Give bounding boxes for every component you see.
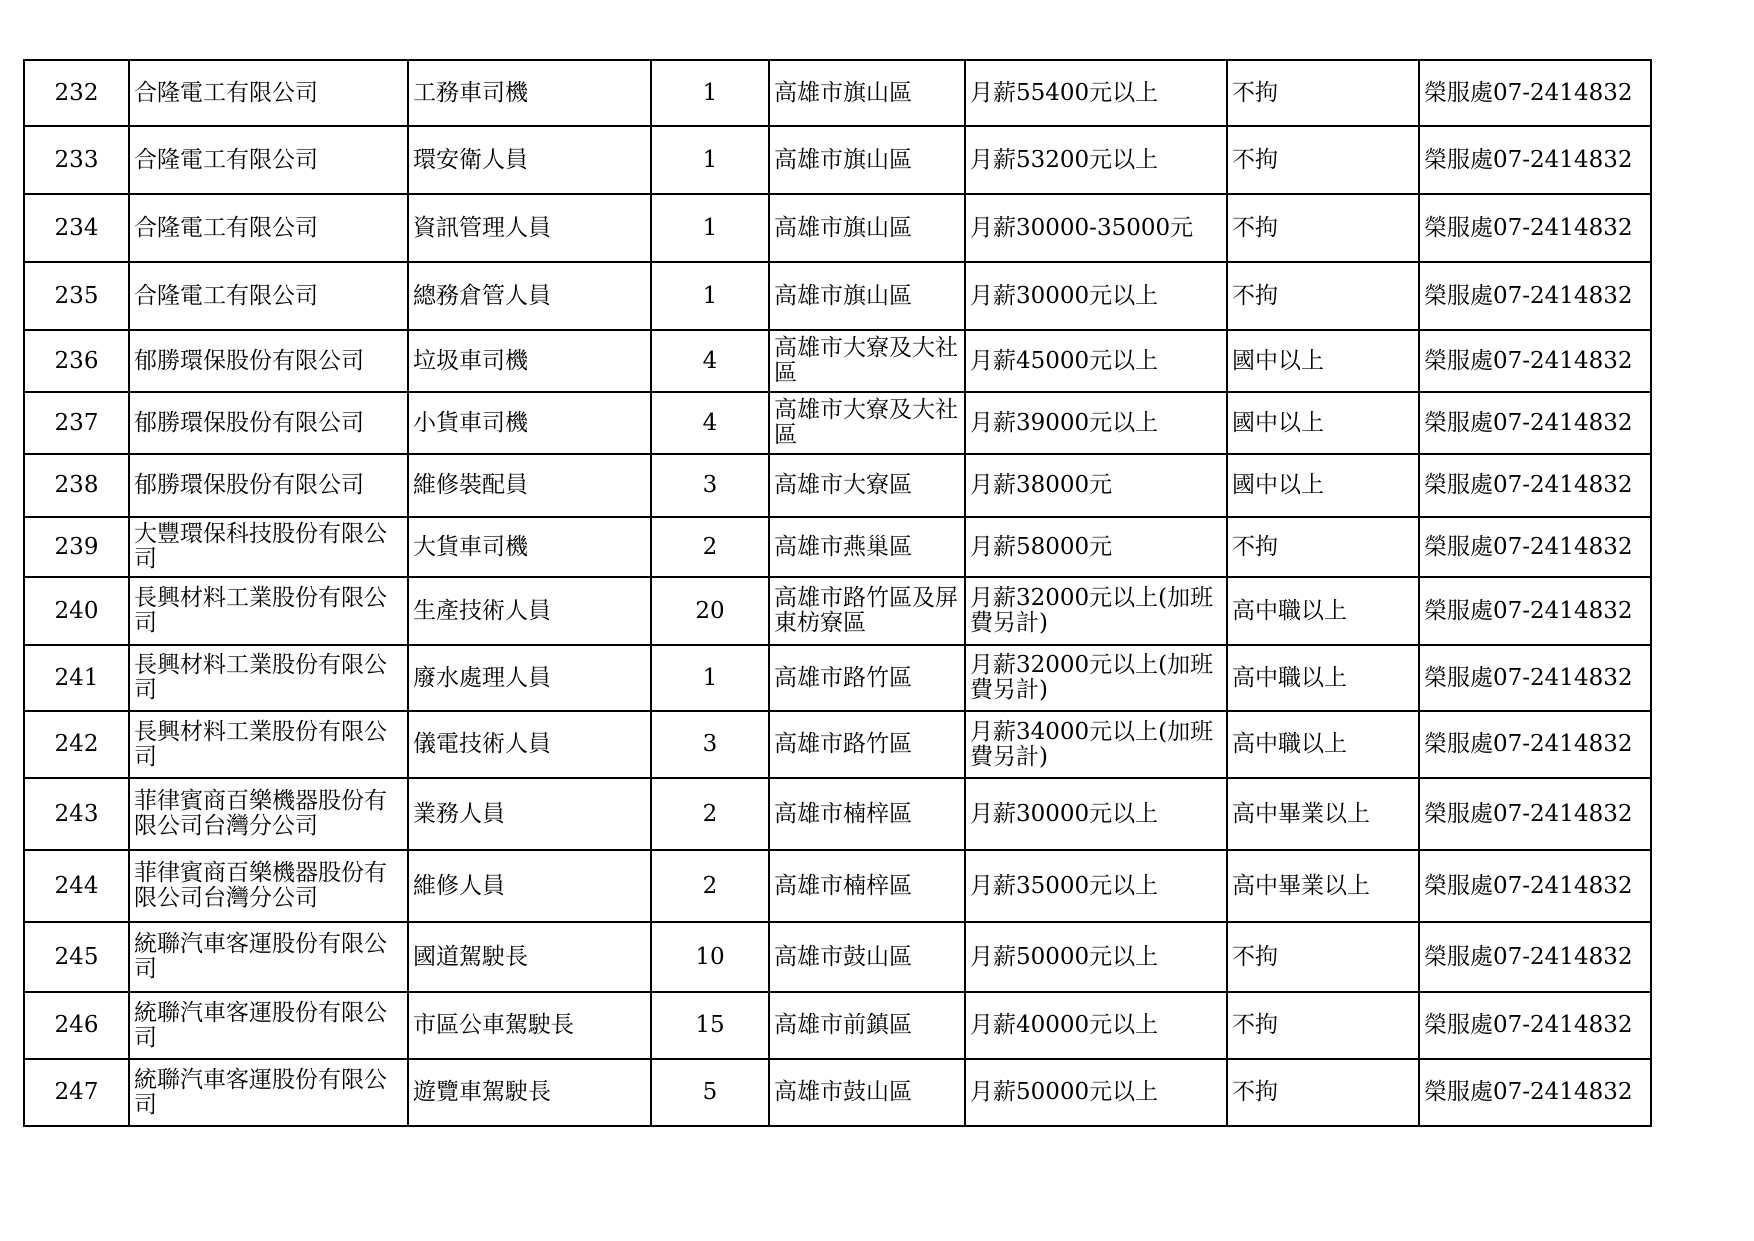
cell-headcount: 3 (651, 711, 769, 778)
cell-location: 高雄市前鎮區 (769, 992, 965, 1059)
cell-number: 233 (24, 126, 129, 194)
cell-salary: 月薪30000元以上 (965, 778, 1227, 850)
cell-education: 不拘 (1227, 517, 1419, 577)
cell-contact: 榮服處07-2414832 (1419, 330, 1651, 392)
cell-position: 維修裝配員 (408, 454, 651, 517)
table-row (24, 60, 1651, 126)
job-rows (24, 60, 1651, 1126)
cell-company: 長興材料工業股份有限公司 (129, 645, 408, 711)
cell-position: 大貨車司機 (408, 517, 651, 577)
table-row (24, 778, 1651, 850)
cell-number: 247 (24, 1059, 129, 1126)
cell-contact: 榮服處07-2414832 (1419, 645, 1651, 711)
cell-headcount: 2 (651, 850, 769, 922)
cell-company: 合隆電工有限公司 (129, 262, 408, 330)
cell-number: 232 (24, 60, 129, 126)
cell-headcount: 1 (651, 645, 769, 711)
cell-contact: 榮服處07-2414832 (1419, 778, 1651, 850)
cell-location: 高雄市旗山區 (769, 126, 965, 194)
cell-location: 高雄市楠梓區 (769, 850, 965, 922)
cell-contact: 榮服處07-2414832 (1419, 392, 1651, 454)
cell-location: 高雄市旗山區 (769, 60, 965, 126)
cell-headcount: 1 (651, 126, 769, 194)
cell-headcount: 4 (651, 330, 769, 392)
cell-education: 不拘 (1227, 60, 1419, 126)
job-listings-table (23, 59, 1652, 1127)
table-row (24, 711, 1651, 778)
cell-education: 國中以上 (1227, 330, 1419, 392)
cell-number: 236 (24, 330, 129, 392)
cell-education: 不拘 (1227, 126, 1419, 194)
cell-education: 不拘 (1227, 194, 1419, 262)
cell-position: 儀電技術人員 (408, 711, 651, 778)
cell-salary: 月薪40000元以上 (965, 992, 1227, 1059)
cell-headcount: 1 (651, 194, 769, 262)
cell-position: 維修人員 (408, 850, 651, 922)
cell-location: 高雄市燕巢區 (769, 517, 965, 577)
cell-position: 資訊管理人員 (408, 194, 651, 262)
cell-company: 合隆電工有限公司 (129, 60, 408, 126)
cell-education: 國中以上 (1227, 454, 1419, 517)
cell-company: 統聯汽車客運股份有限公司 (129, 1059, 408, 1126)
cell-position: 垃圾車司機 (408, 330, 651, 392)
cell-company: 郁勝環保股份有限公司 (129, 392, 408, 454)
cell-contact: 榮服處07-2414832 (1419, 126, 1651, 194)
cell-location: 高雄市鼓山區 (769, 1059, 965, 1126)
cell-contact: 榮服處07-2414832 (1419, 711, 1651, 778)
cell-number: 246 (24, 992, 129, 1059)
cell-company: 菲律賓商百樂機器股份有限公司台灣分公司 (129, 850, 408, 922)
table-row (24, 126, 1651, 194)
cell-headcount: 2 (651, 517, 769, 577)
table-row (24, 850, 1651, 922)
table-row (24, 645, 1651, 711)
cell-number: 241 (24, 645, 129, 711)
cell-education: 不拘 (1227, 922, 1419, 992)
cell-salary: 月薪32000元以上(加班費另計) (965, 577, 1227, 645)
cell-number: 242 (24, 711, 129, 778)
cell-headcount: 4 (651, 392, 769, 454)
cell-contact: 榮服處07-2414832 (1419, 60, 1651, 126)
cell-contact: 榮服處07-2414832 (1419, 454, 1651, 517)
table-row (24, 517, 1651, 577)
cell-location: 高雄市大寮及大社區 (769, 330, 965, 392)
table-row (24, 392, 1651, 454)
cell-education: 高中畢業以上 (1227, 778, 1419, 850)
cell-headcount: 20 (651, 577, 769, 645)
cell-salary: 月薪50000元以上 (965, 1059, 1227, 1126)
cell-education: 不拘 (1227, 992, 1419, 1059)
cell-headcount: 1 (651, 60, 769, 126)
cell-location: 高雄市鼓山區 (769, 922, 965, 992)
cell-contact: 榮服處07-2414832 (1419, 262, 1651, 330)
cell-company: 統聯汽車客運股份有限公司 (129, 992, 408, 1059)
cell-salary: 月薪30000元以上 (965, 262, 1227, 330)
cell-headcount: 2 (651, 778, 769, 850)
cell-number: 237 (24, 392, 129, 454)
cell-salary: 月薪32000元以上(加班費另計) (965, 645, 1227, 711)
cell-salary: 月薪45000元以上 (965, 330, 1227, 392)
cell-contact: 榮服處07-2414832 (1419, 517, 1651, 577)
table-row (24, 330, 1651, 392)
cell-position: 遊覽車駕駛長 (408, 1059, 651, 1126)
cell-position: 生產技術人員 (408, 577, 651, 645)
cell-position: 廢水處理人員 (408, 645, 651, 711)
cell-contact: 榮服處07-2414832 (1419, 194, 1651, 262)
cell-company: 郁勝環保股份有限公司 (129, 454, 408, 517)
cell-company: 合隆電工有限公司 (129, 126, 408, 194)
cell-headcount: 3 (651, 454, 769, 517)
table-row (24, 992, 1651, 1059)
cell-location: 高雄市旗山區 (769, 194, 965, 262)
cell-salary: 月薪55400元以上 (965, 60, 1227, 126)
cell-location: 高雄市旗山區 (769, 262, 965, 330)
cell-company: 合隆電工有限公司 (129, 194, 408, 262)
cell-headcount: 15 (651, 992, 769, 1059)
cell-salary: 月薪50000元以上 (965, 922, 1227, 992)
cell-salary: 月薪35000元以上 (965, 850, 1227, 922)
table-row (24, 577, 1651, 645)
cell-education: 不拘 (1227, 262, 1419, 330)
cell-position: 環安衛人員 (408, 126, 651, 194)
cell-company: 菲律賓商百樂機器股份有限公司台灣分公司 (129, 778, 408, 850)
cell-salary: 月薪39000元以上 (965, 392, 1227, 454)
cell-salary: 月薪58000元 (965, 517, 1227, 577)
cell-number: 239 (24, 517, 129, 577)
cell-education: 不拘 (1227, 1059, 1419, 1126)
table-row (24, 1059, 1651, 1126)
cell-number: 238 (24, 454, 129, 517)
cell-location: 高雄市大寮區 (769, 454, 965, 517)
cell-company: 長興材料工業股份有限公司 (129, 577, 408, 645)
cell-company: 統聯汽車客運股份有限公司 (129, 922, 408, 992)
cell-location: 高雄市路竹區 (769, 711, 965, 778)
cell-position: 總務倉管人員 (408, 262, 651, 330)
cell-number: 244 (24, 850, 129, 922)
cell-position: 工務車司機 (408, 60, 651, 126)
cell-education: 國中以上 (1227, 392, 1419, 454)
table-row (24, 194, 1651, 262)
cell-salary: 月薪34000元以上(加班費另計) (965, 711, 1227, 778)
table-row (24, 922, 1651, 992)
cell-company: 長興材料工業股份有限公司 (129, 711, 408, 778)
cell-education: 高中職以上 (1227, 577, 1419, 645)
cell-position: 國道駕駛長 (408, 922, 651, 992)
cell-number: 243 (24, 778, 129, 850)
cell-headcount: 10 (651, 922, 769, 992)
cell-education: 高中職以上 (1227, 645, 1419, 711)
cell-number: 240 (24, 577, 129, 645)
cell-contact: 榮服處07-2414832 (1419, 922, 1651, 992)
cell-contact: 榮服處07-2414832 (1419, 850, 1651, 922)
cell-number: 245 (24, 922, 129, 992)
cell-salary: 月薪30000-35000元 (965, 194, 1227, 262)
cell-contact: 榮服處07-2414832 (1419, 577, 1651, 645)
cell-salary: 月薪38000元 (965, 454, 1227, 517)
cell-contact: 榮服處07-2414832 (1419, 992, 1651, 1059)
cell-headcount: 1 (651, 262, 769, 330)
cell-education: 高中畢業以上 (1227, 850, 1419, 922)
cell-company: 郁勝環保股份有限公司 (129, 330, 408, 392)
cell-location: 高雄市大寮及大社區 (769, 392, 965, 454)
cell-contact: 榮服處07-2414832 (1419, 1059, 1651, 1126)
cell-headcount: 5 (651, 1059, 769, 1126)
cell-location: 高雄市路竹區及屏東枋寮區 (769, 577, 965, 645)
cell-position: 業務人員 (408, 778, 651, 850)
cell-number: 235 (24, 262, 129, 330)
cell-position: 市區公車駕駛長 (408, 992, 651, 1059)
cell-position: 小貨車司機 (408, 392, 651, 454)
cell-location: 高雄市楠梓區 (769, 778, 965, 850)
cell-salary: 月薪53200元以上 (965, 126, 1227, 194)
cell-location: 高雄市路竹區 (769, 645, 965, 711)
table-row (24, 262, 1651, 330)
table-row (24, 454, 1651, 517)
cell-education: 高中職以上 (1227, 711, 1419, 778)
cell-company: 大豐環保科技股份有限公司 (129, 517, 408, 577)
cell-number: 234 (24, 194, 129, 262)
